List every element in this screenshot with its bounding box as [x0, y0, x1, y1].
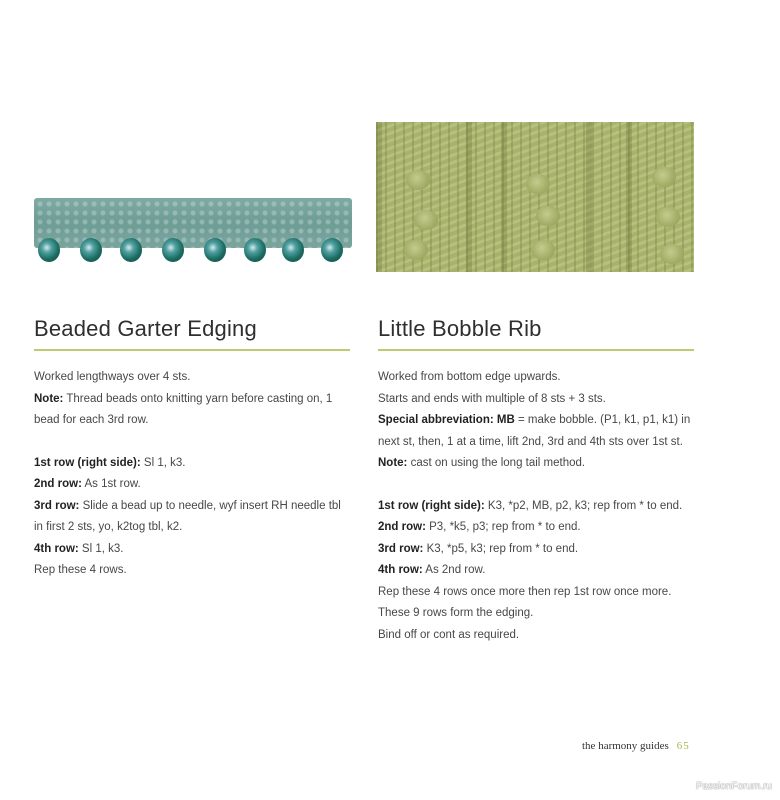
watermark: PassionForum.ru: [695, 781, 772, 792]
beaded-garter-edging-photo: [34, 198, 352, 248]
little-bobble-rib-photo: [376, 122, 694, 272]
bobble-icon: [531, 240, 555, 260]
title-divider: [378, 349, 694, 351]
row-instruction: 4th row: Sl 1, k3.: [34, 542, 124, 555]
pattern-title: Beaded Garter Edging: [34, 316, 257, 341]
bobble-icon: [656, 207, 680, 227]
bead-icon: [120, 238, 142, 262]
bead-icon: [244, 238, 266, 262]
row-instruction: 1st row (right side): K3, *p2, MB, p2, k3; rep from * to end.: [378, 499, 683, 512]
repeat-instruction: Rep these 4 rows.: [34, 564, 127, 576]
closing-instruction: Rep these 4 rows once more then rep 1st row once more.: [378, 585, 672, 598]
row-instruction: 1st row (right side): Sl 1, k3.: [34, 456, 186, 469]
special-abbreviation: Special abbreviation: MB = make bobble. (P1, k1, p1, k1) in next st, then, 1 at a time, lift 2nd, 3rd and 4th sts over 1st st.: [378, 414, 691, 448]
bead-icon: [321, 238, 343, 262]
pattern-beaded-garter-edging: [34, 312, 350, 582]
book-title: the harmony guides: [582, 740, 669, 752]
bead-icon: [162, 238, 184, 262]
page-number: 65: [676, 740, 690, 752]
note-label: Note:: [34, 392, 64, 405]
bobble-icon: [652, 167, 676, 187]
pattern-intro: Worked from bottom edge upwards.: [378, 371, 561, 383]
bead-icon: [204, 238, 226, 262]
bobble-icon: [526, 174, 550, 194]
row-instruction: 4th row: As 2nd row.: [378, 564, 486, 576]
pattern-little-bobble-rib: [378, 312, 694, 646]
bobble-icon: [536, 206, 560, 226]
bobble-icon: [414, 210, 438, 230]
bobble-icon: [404, 240, 428, 260]
page-footer: [582, 740, 690, 752]
bobble-icon: [406, 170, 430, 190]
pattern-title: Little Bobble Rib: [378, 316, 542, 341]
pattern-note: Note: Thread beads onto knitting yarn before casting on, 1 bead for each 3rd row.: [34, 392, 333, 426]
row-instruction: 3rd row: K3, *p5, k3; rep from * to end.: [378, 542, 579, 555]
bead-icon: [282, 238, 304, 262]
title-divider: [34, 349, 350, 351]
bobble-icon: [660, 244, 684, 264]
bead-icon: [38, 238, 60, 262]
closing-instruction: Bind off or cont as required.: [378, 628, 520, 641]
pattern-multiple: Starts and ends with multiple of 8 sts + 3 sts.: [378, 392, 606, 405]
pattern-intro: Worked lengthways over 4 sts.: [34, 371, 191, 383]
pattern-note: Note: cast on using the long tail method.: [378, 457, 586, 469]
row-instruction: 2nd row: As 1st row.: [34, 478, 141, 490]
row-instruction: 2nd row: P3, *k5, p3; rep from * to end.: [378, 521, 581, 533]
row-instruction: 3rd row: Slide a bead up to needle, wyf insert RH needle tbl in first 2 sts, yo, k2tog tbl, k2.: [34, 499, 341, 533]
bead-icon: [80, 238, 102, 262]
closing-instruction: These 9 rows form the edging.: [378, 607, 534, 619]
